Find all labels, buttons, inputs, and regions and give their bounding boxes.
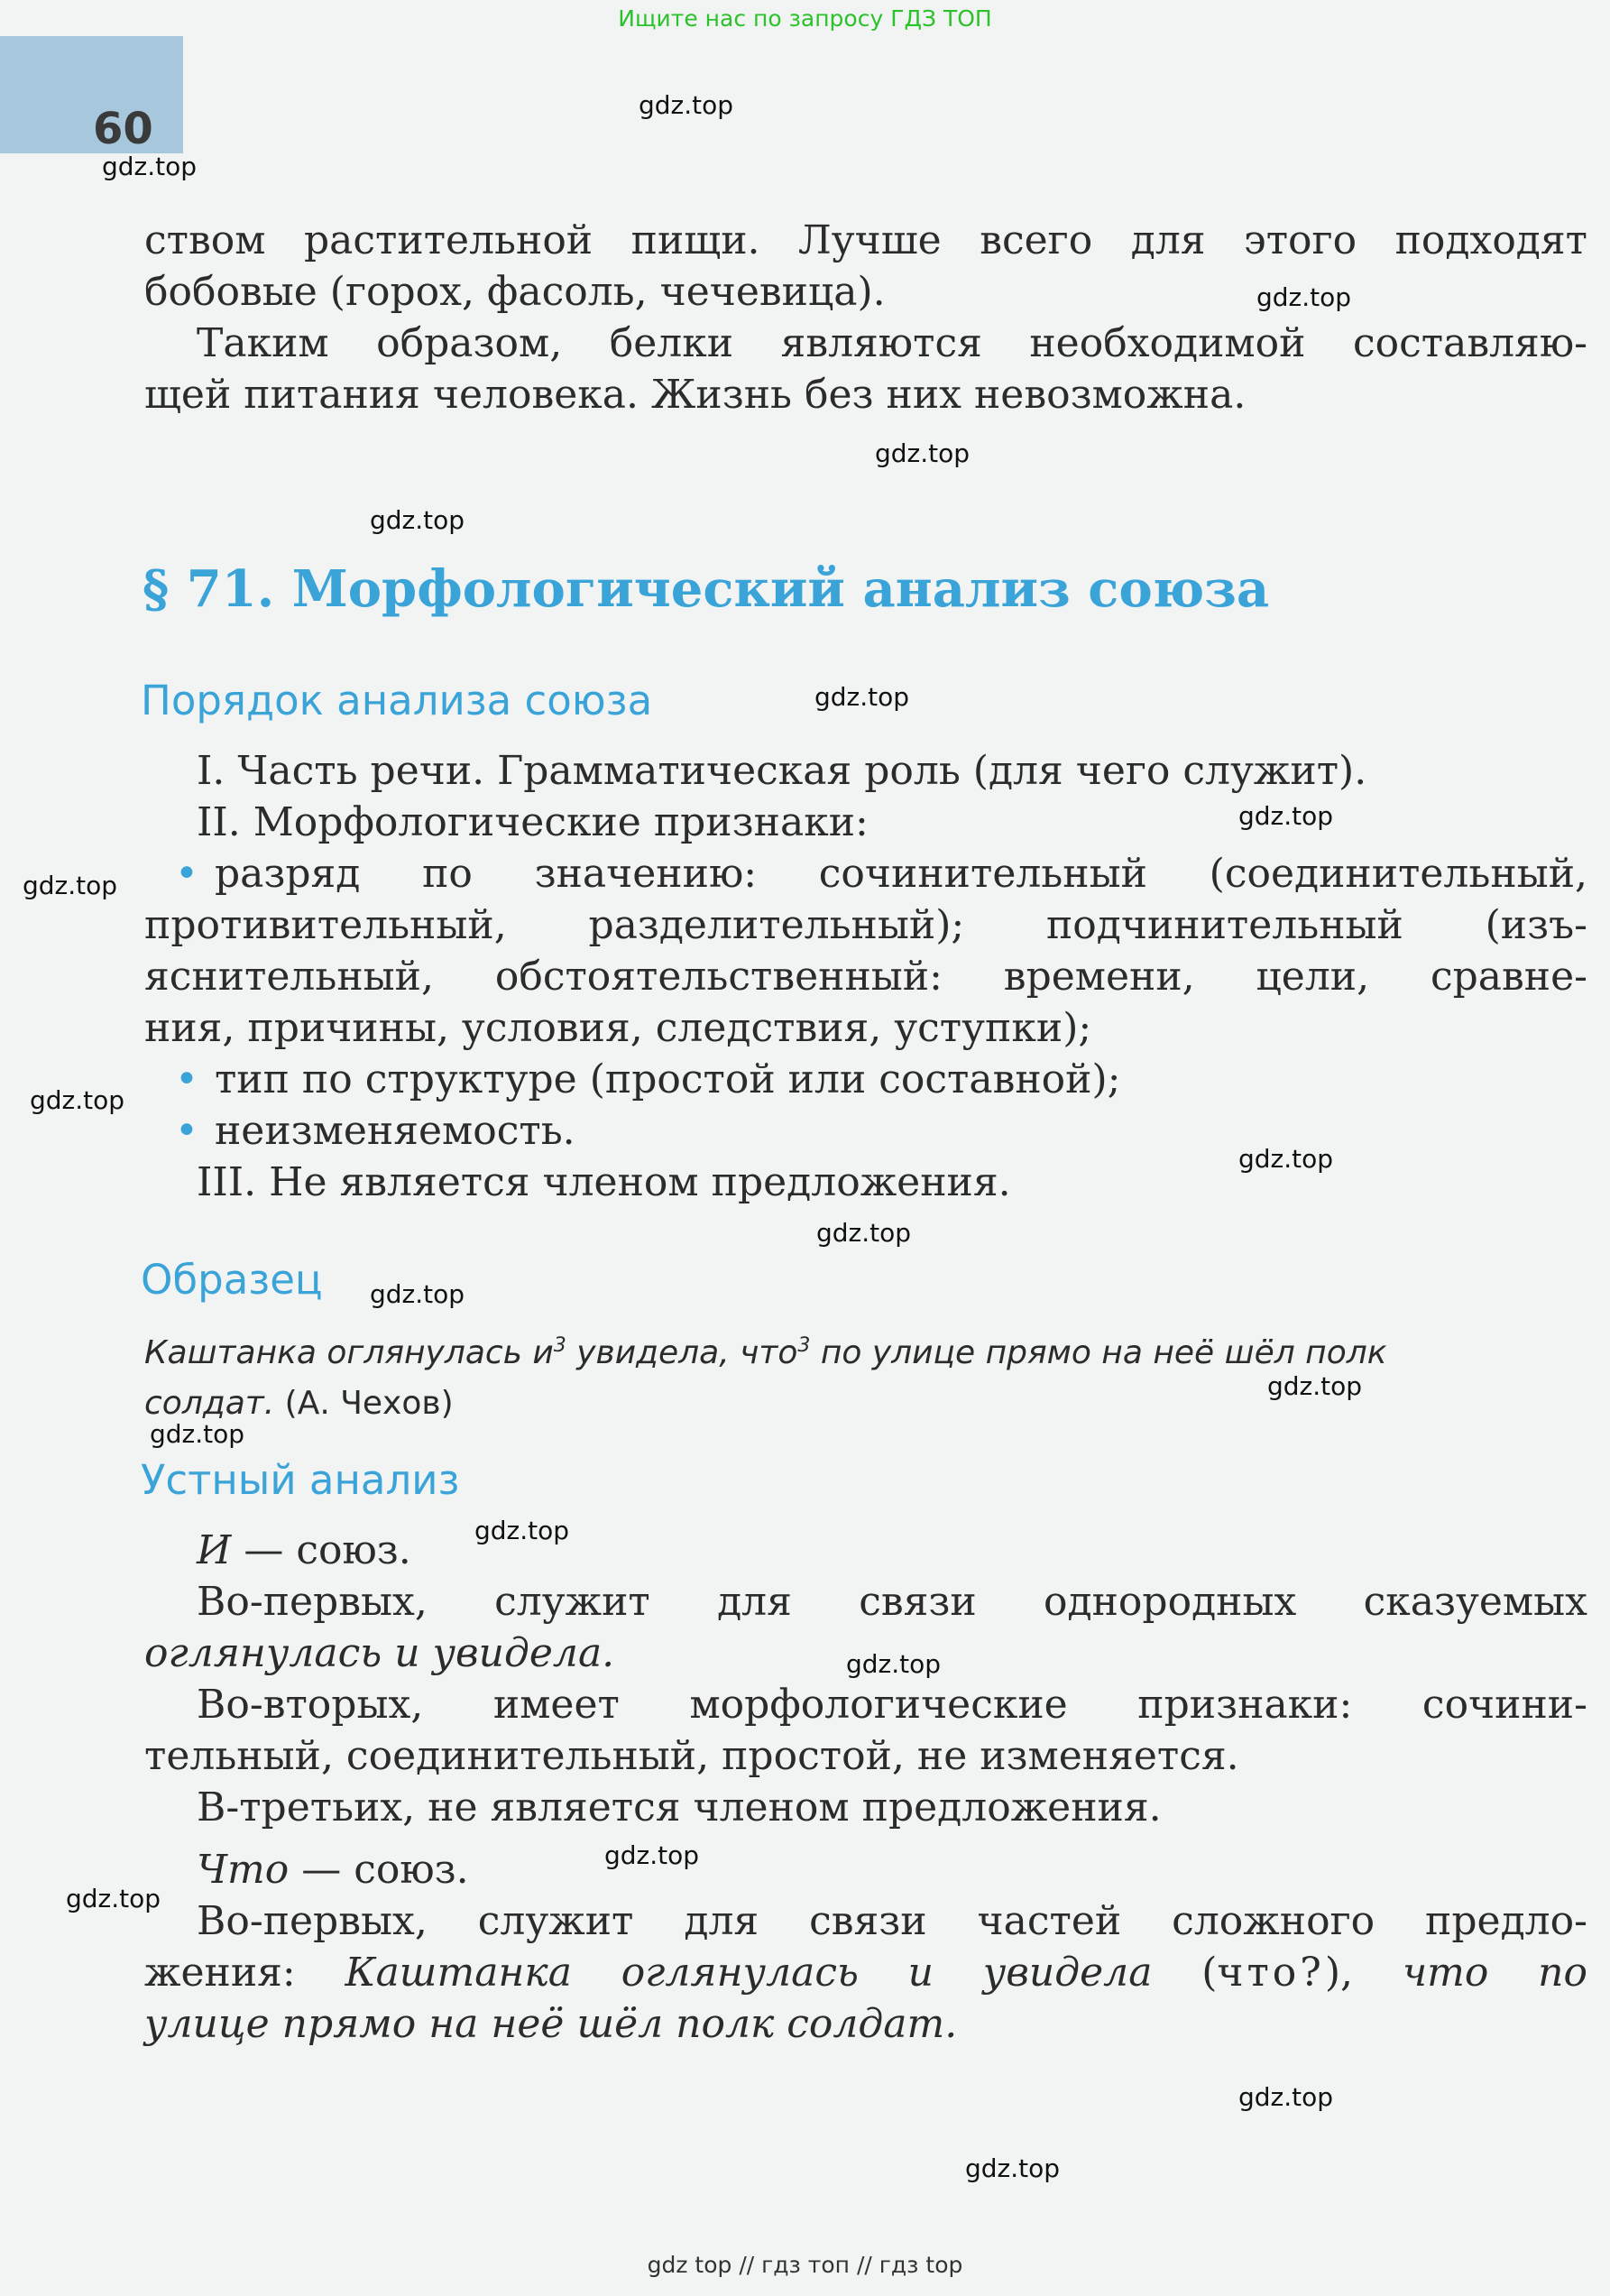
oral-text: В-третьих, не является членом предложения. [197, 1784, 1162, 1830]
sample-superscript: 3 [553, 1334, 566, 1357]
watermark: gdz.top [30, 1085, 125, 1115]
watermark: gdz.top [102, 152, 198, 181]
oral-example: что по [1402, 1950, 1587, 1996]
page-number: 60 [93, 104, 153, 154]
sample-text: увидела, что [566, 1334, 798, 1371]
analyzed-word: И [197, 1527, 232, 1573]
watermark: gdz.top [1238, 1144, 1334, 1174]
watermark: gdz.top [814, 682, 910, 712]
order-bullet-line: противительный, разделительный); подчинительный (изъ- [144, 902, 1587, 948]
sample-title: Образец [141, 1256, 323, 1304]
intro-paragraph [144, 215, 1587, 420]
order-bullet: • разряд по значению: сочинительный (соединительный, [144, 848, 1587, 899]
watermark: gdz.top [604, 1840, 700, 1870]
watermark: gdz.top [1267, 1371, 1363, 1401]
sample-superscript: 3 [797, 1334, 811, 1357]
oral-text: ( [1152, 1950, 1218, 1996]
watermark: gdz.top [875, 438, 971, 468]
sample-sentence [144, 1321, 1587, 1429]
sample-text: по улице прямо на неё шёл полк [810, 1334, 1387, 1371]
watermark: gdz.top [639, 90, 734, 120]
order-bullet-line: яснительный, обстоятельственный: времени, цели, сравне- [144, 954, 1587, 1000]
order-bullet: • неизменяемость. [144, 1105, 1587, 1157]
order-title: Порядок анализа союза [141, 677, 653, 724]
watermark: gdz.top [1256, 282, 1352, 312]
oral-text: Во-первых, служит для связи однородных сказуемых [197, 1579, 1587, 1625]
oral-text: Во-первых, служит для связи частей сложного предло- [197, 1898, 1587, 1944]
watermark: gdz.top [816, 1218, 912, 1248]
oral-question: что? [1217, 1950, 1325, 1996]
watermark: gdz.top [846, 1649, 942, 1679]
sample-text: солдат. [144, 1385, 275, 1422]
sample-text: Каштанка оглянулась и [144, 1334, 554, 1371]
intro-line: бобовые (горох, фасоль, чечевица). [144, 269, 886, 315]
watermark: gdz.top [370, 1279, 465, 1309]
oral-text: Во-вторых, имеет морфологические признаки: сочини- [197, 1682, 1587, 1728]
watermark: gdz.top [965, 2153, 1061, 2183]
order-item: I. Часть речи. Грамматическая роль (для чего служит). [197, 748, 1367, 794]
order-bullet-line: ния, причины, условия, следствия, уступки); [144, 1005, 1092, 1051]
order-item: III. Не является членом предложения. [197, 1159, 1011, 1205]
oral-text: тельный, соединительный, простой, не изменяется. [144, 1733, 1239, 1779]
order-bullet: • тип по структуре (простой или составной); [144, 1054, 1587, 1105]
watermark: gdz.top [1238, 2082, 1334, 2112]
section-title: § 71. Морфологический анализ союза [143, 559, 1270, 619]
intro-line: Таким образом, белки являются необходимой составляю- [197, 320, 1587, 366]
sample-author: (А. Чехов) [274, 1385, 454, 1422]
watermark: gdz.top [370, 505, 465, 535]
top-note[interactable]: Ищите нас по запросу ГДЗ ТОП [618, 5, 992, 32]
oral-text: жения: [144, 1950, 345, 1996]
watermark: gdz.top [23, 871, 118, 900]
intro-line: щей питания человека. Жизнь без них невозможна. [144, 372, 1247, 418]
watermark: gdz.top [150, 1419, 245, 1449]
bottom-note[interactable]: gdz top // гдз топ // гдз top [647, 2252, 963, 2278]
intro-line: ством растительной пищи. Лучше всего для этого подходят [144, 217, 1587, 263]
oral-example: улице прямо на неё шёл полк солдат. [144, 2001, 958, 2047]
order-item: II. Морфологические признаки: [197, 799, 869, 845]
watermark: gdz.top [1238, 801, 1334, 831]
oral-text: ), [1324, 1950, 1403, 1996]
oral-analysis [144, 1525, 1587, 2050]
watermark: gdz.top [66, 1884, 161, 1913]
order-list [144, 745, 1587, 1208]
page-corner-band [0, 36, 183, 153]
oral-example: оглянулась и увидела. [144, 1630, 615, 1676]
oral-example: Каштанка оглянулась и увидела [345, 1950, 1153, 1996]
oral-text: — союз. [231, 1527, 411, 1573]
watermark: gdz.top [474, 1516, 570, 1545]
oral-title: Устный анализ [141, 1456, 460, 1504]
analyzed-word: Что [197, 1847, 290, 1893]
oral-text: — союз. [289, 1847, 469, 1893]
